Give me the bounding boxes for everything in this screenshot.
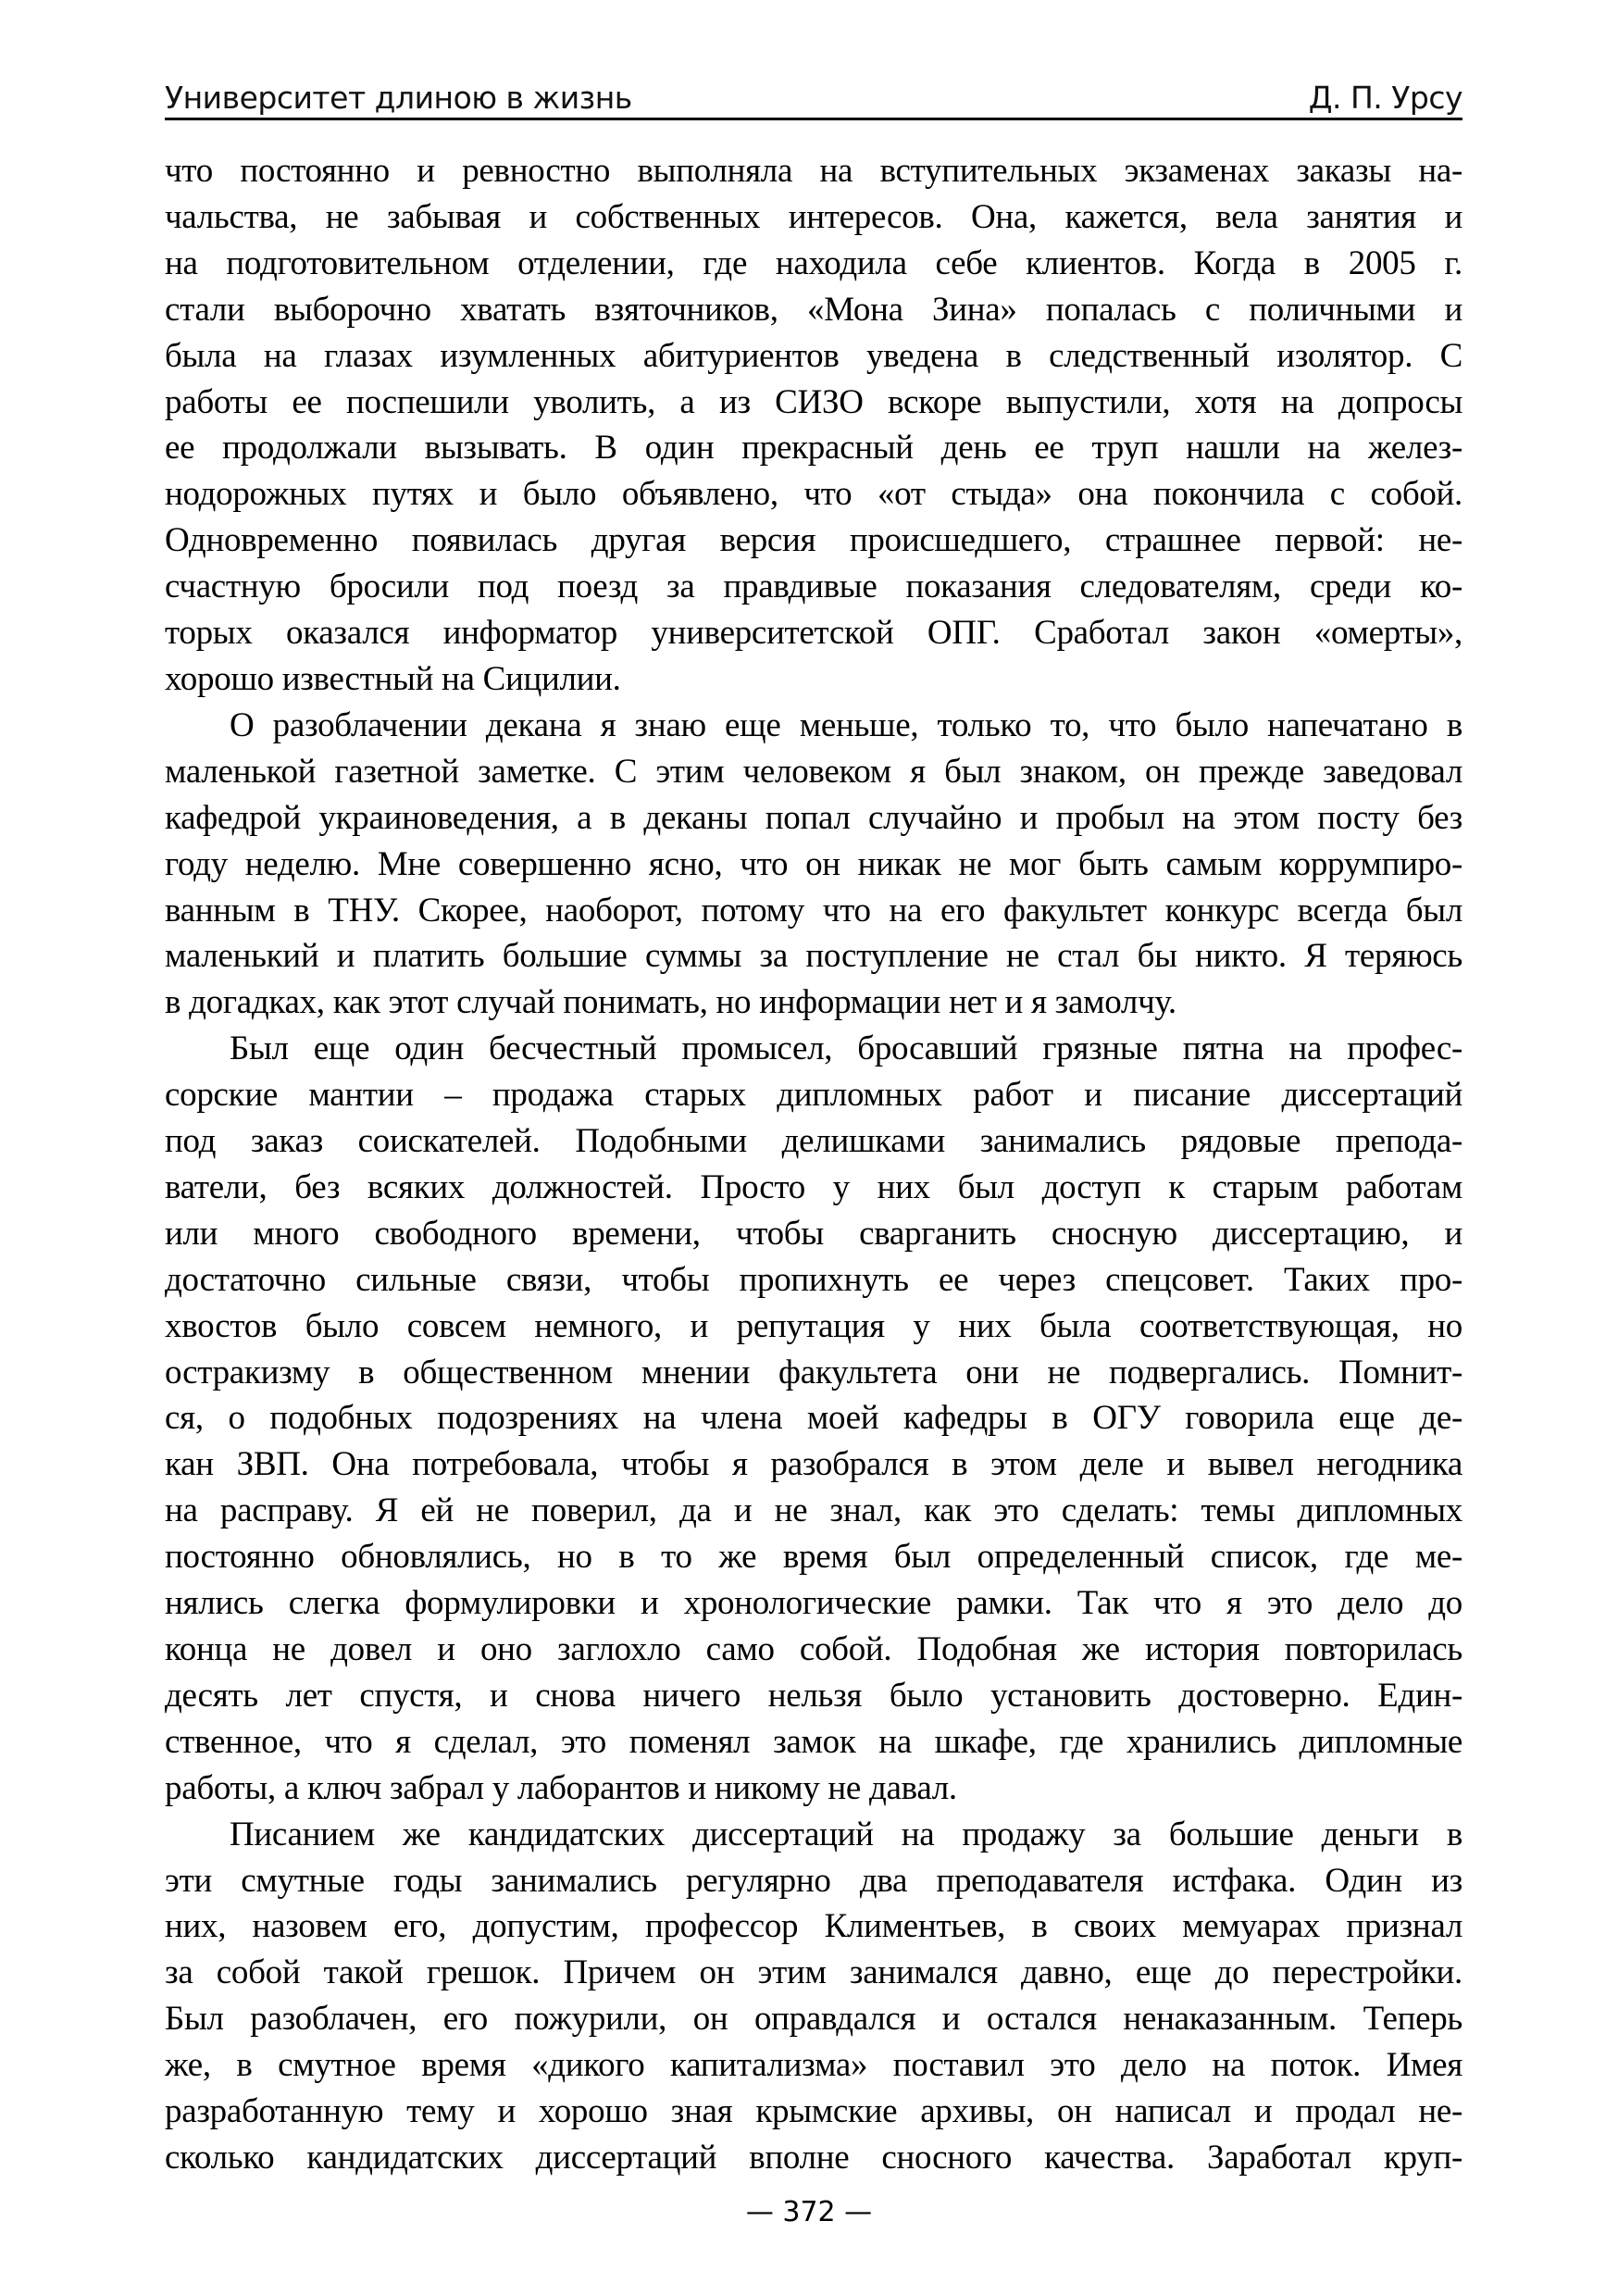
text-line: стали выборочно хватать взяточников, «Мона Зина» попалась с поличными и xyxy=(165,290,1462,329)
body-text xyxy=(165,148,1462,2181)
text-line: разработанную тему и хорошо зная крымские архивы, он написал и продал не- xyxy=(165,2092,1462,2131)
paragraph xyxy=(165,1026,1462,1811)
text-line: чальства, не забывая и собственных интересов. Она, кажется, вела занятия и xyxy=(165,197,1462,236)
text-line: Был еще один бесчестный промысел, бросавший грязные пятна на профес- xyxy=(230,1029,1462,1068)
text-line: ватели, без всяких должностей. Просто у них был доступ к старым работам xyxy=(165,1167,1462,1206)
text-line: Писанием же кандидатских диссертаций на продажу за большие деньги в xyxy=(230,1815,1462,1853)
text-line: на подготовительном отделении, где находила себе клиентов. Когда в 2005 г. xyxy=(165,243,1462,282)
running-header xyxy=(165,76,1462,120)
text-line: году неделю. Мне совершенно ясно, что он никак не мог быть самым коррумпиро- xyxy=(165,844,1462,883)
text-line: на расправу. Я ей не поверил, да и не знал, как это сделать: темы дипломных xyxy=(165,1491,1462,1530)
text-line: или много свободного времени, чтобы сварганить сносную диссертацию, и xyxy=(165,1214,1462,1253)
text-line: счастную бросили под поезд за правдивые показания следователям, среди ко- xyxy=(165,568,1462,606)
text-line: десять лет спустя, и снова ничего нельзя было установить достоверно. Един- xyxy=(165,1676,1462,1715)
header-author: Д. П. Урсу xyxy=(1308,80,1462,116)
text-line: была на глазах изумленных абитуриентов уведена в следственный изолятор. С xyxy=(165,336,1462,375)
text-line: торых оказался информатор университетской ОПГ. Сработал закон «омерты», xyxy=(165,614,1462,653)
text-line: кафедрой украиноведения, а в деканы попал случайно и пробыл на этом посту без xyxy=(165,798,1462,837)
text-line: в догадках, как этот случай понимать, но информации нет и я замолчу. xyxy=(165,983,1176,1022)
text-line: ванным в ТНУ. Скорее, наоборот, потому что на его факультет конкурс всегда был xyxy=(165,891,1462,930)
text-line: О разоблачении декана я знаю еще меньше, только то, что было напечатано в xyxy=(230,705,1462,744)
text-line: Одновременно появилась другая версия происшедшего, страшнее первой: не- xyxy=(165,521,1462,560)
text-line: сорские мантии – продажа старых дипломных работ и писание диссертаций xyxy=(165,1076,1462,1115)
text-line: остракизму в общественном мнении факультета они не подвергались. Помнит- xyxy=(165,1353,1462,1391)
text-line: маленькой газетной заметке. С этим человеком я был знаком, он прежде заведовал xyxy=(165,752,1462,791)
text-line: ственное, что я сделал, это поменял замок на шкафе, где хранились дипломные xyxy=(165,1722,1462,1761)
page-number: — 372 — xyxy=(745,2196,873,2228)
text-line: за собой такой грешок. Причем он этим занимался давно, еще до перестройки. xyxy=(165,1953,1462,1992)
text-line: хвостов было совсем немного, и репутация у них была соответствующая, но xyxy=(165,1306,1462,1345)
text-line: маленький и платить большие суммы за поступление не стал бы никто. Я теряюсь xyxy=(165,937,1462,976)
paragraph xyxy=(165,1812,1462,2181)
text-line: достаточно сильные связи, чтобы пропихнуть ее через спецсовет. Таких про- xyxy=(165,1260,1462,1299)
paragraph xyxy=(165,148,1462,703)
text-line: же, в смутное время «дикого капитализма» поставил это дело на поток. Имея xyxy=(165,2046,1462,2085)
text-line: работы, а ключ забрал у лаборантов и никому не давал. xyxy=(165,1768,957,1807)
text-line: работы ее поспешили уволить, а из СИЗО вскоре выпустили, хотя на допросы xyxy=(165,382,1462,421)
text-line: конца не довел и оно заглохло само собой. Подобная же история повторилась xyxy=(165,1630,1462,1668)
text-line: них, назовем его, допустим, профессор Климентьев, в своих мемуарах признал xyxy=(165,1907,1462,1946)
text-line: эти смутные годы занимались регулярно два преподавателя истфака. Один из xyxy=(165,1861,1462,1900)
text-line: хорошо известный на Сицилии. xyxy=(165,659,621,698)
text-line: ее продолжали вызывать. В один прекрасный день ее труп нашли на желез- xyxy=(165,429,1462,468)
text-line: под заказ соискателей. Подобными делишками занимались рядовые препода- xyxy=(165,1122,1462,1161)
text-line: сколько кандидатских диссертаций вполне сносного качества. Заработал круп- xyxy=(165,2138,1462,2177)
text-line: Был разоблачен, его пожурили, он оправдался и остался ненаказанным. Теперь xyxy=(165,2000,1462,2039)
text-line: постоянно обновлялись, но в то же время был определенный список, где ме- xyxy=(165,1538,1462,1577)
text-line: кан ЗВП. Она потребовала, чтобы я разобрался в этом деле и вывел негодника xyxy=(165,1445,1462,1484)
text-line: ся, о подобных подозрениях на члена моей кафедры в ОГУ говорила еще де- xyxy=(165,1399,1462,1438)
text-line: что постоянно и ревностно выполняла на вступительных экзаменах заказы на- xyxy=(165,152,1462,190)
text-line: нодорожных путях и было объявлено, что «от стыда» она покончила с собой. xyxy=(165,475,1462,514)
paragraph xyxy=(165,703,1462,1026)
text-line: нялись слегка формулировки и хронологические рамки. Так что я это дело до xyxy=(165,1584,1462,1623)
header-book-title: Университет длиною в жизнь xyxy=(165,80,632,116)
